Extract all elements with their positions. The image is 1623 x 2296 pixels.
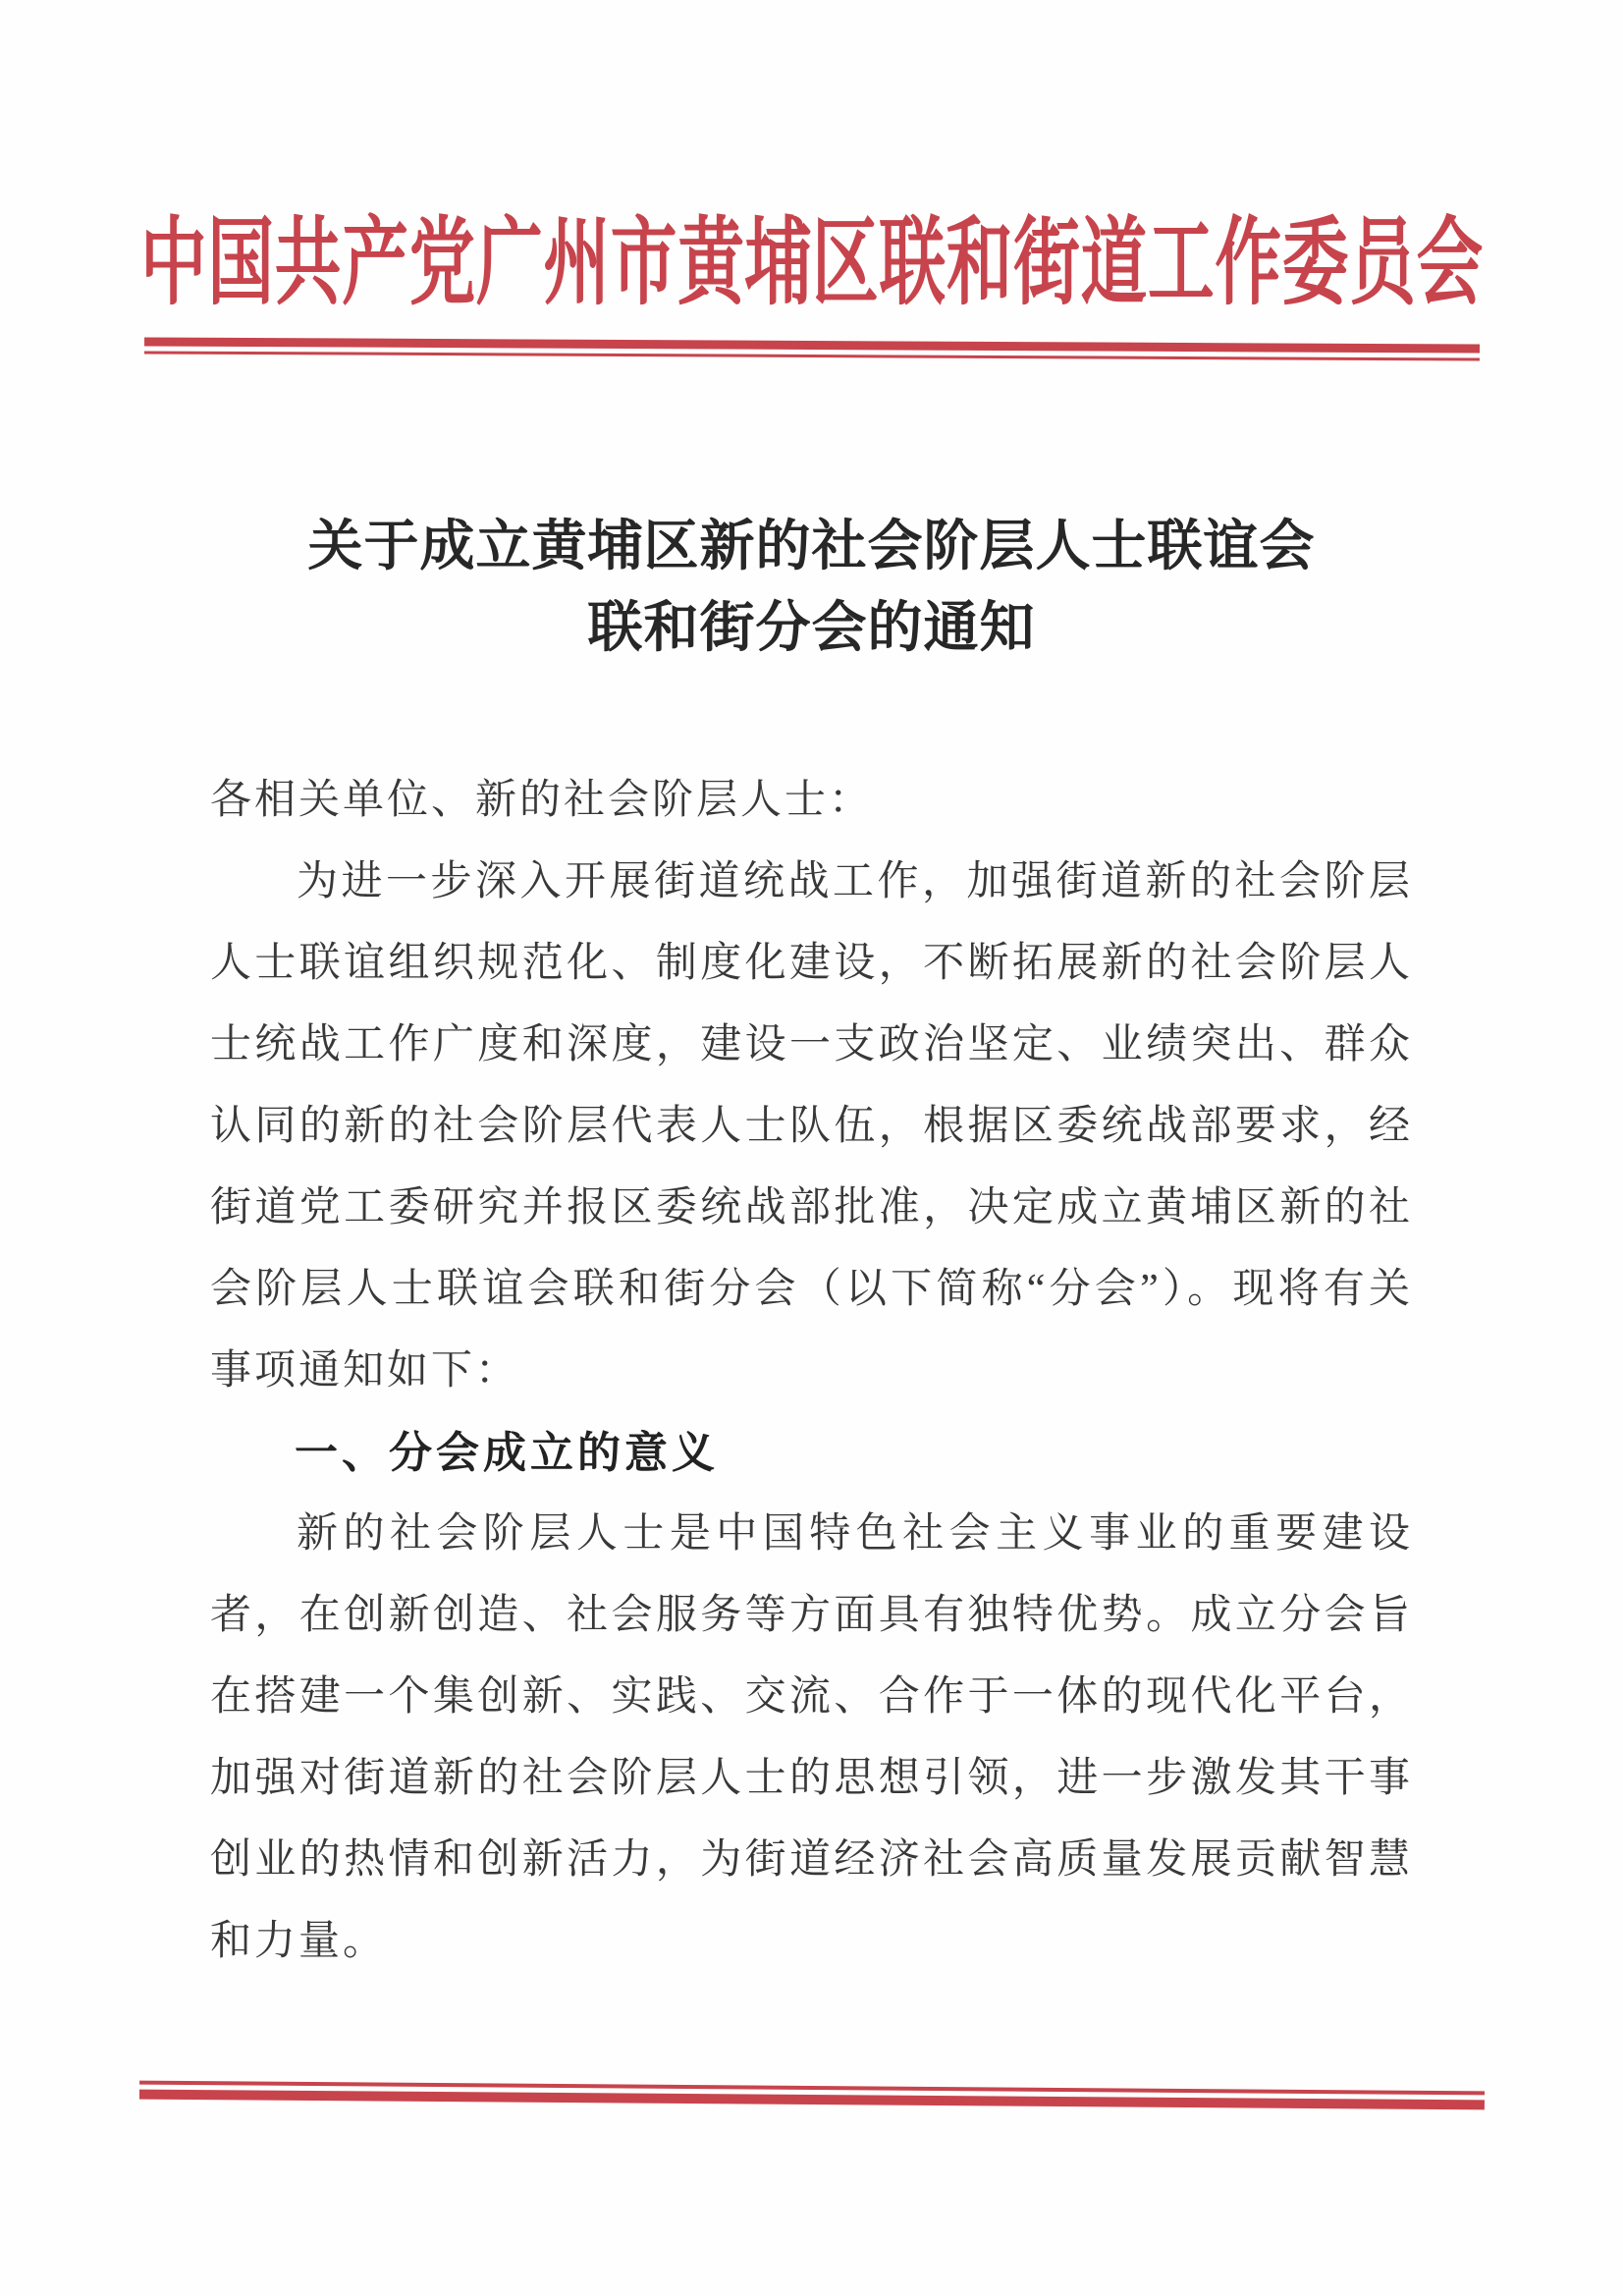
section-1-heading: 一、分会成立的意义 [295,1429,719,1477]
document-title-line2: 联和街分会的通知 [587,598,1036,659]
intro-paragraph: 为进一步深入开展街道统战工作，加强街道新的社会阶层人士联谊组织规范化、制度化建设，不断拓展新的社会阶层人士统战工作广度和深度，建设一支政治坚定、业绩突出、群众认同的新的社会阶层代表人士队伍，根据区委统战部要求，经街道党工委研究并报区委统战部批准，决定成立黄埔区新的社会阶层人士联谊会联和街分会（以下简称“分会”）。现将有关事项通知如下： [210,859,1413,1394]
rule-thin-line [143,351,1479,360]
salutation: 各相关单位、新的社会阶层人士： [210,778,874,823]
red-double-rule-top [143,337,1479,360]
rule-thick-line [144,337,1480,353]
issuing-org-title: 中国共产党广州市黄埔区联和街道工作委员会 [139,210,1484,318]
document-title-line1: 关于成立黄埔区新的社会阶层人士联谊会 [307,517,1316,577]
document-title [0,507,1623,670]
section-1-paragraph: 新的社会阶层人士是中国特色社会主义事业的重要建设者，在创新创造、社会服务等方面具有独特优势。成立分会旨在搭建一个集创新、实践、交流、合作于一体的现代化平台，加强对街道新的社会阶层人士的思想引领，进一步激发其干事创业的热情和创新活力，为街道经济社会高质量发展贡献智慧和力量。 [210,1511,1413,1964]
document-body [210,760,1413,1983]
letterhead [0,209,1623,319]
red-double-rule-bottom [138,2081,1484,2110]
